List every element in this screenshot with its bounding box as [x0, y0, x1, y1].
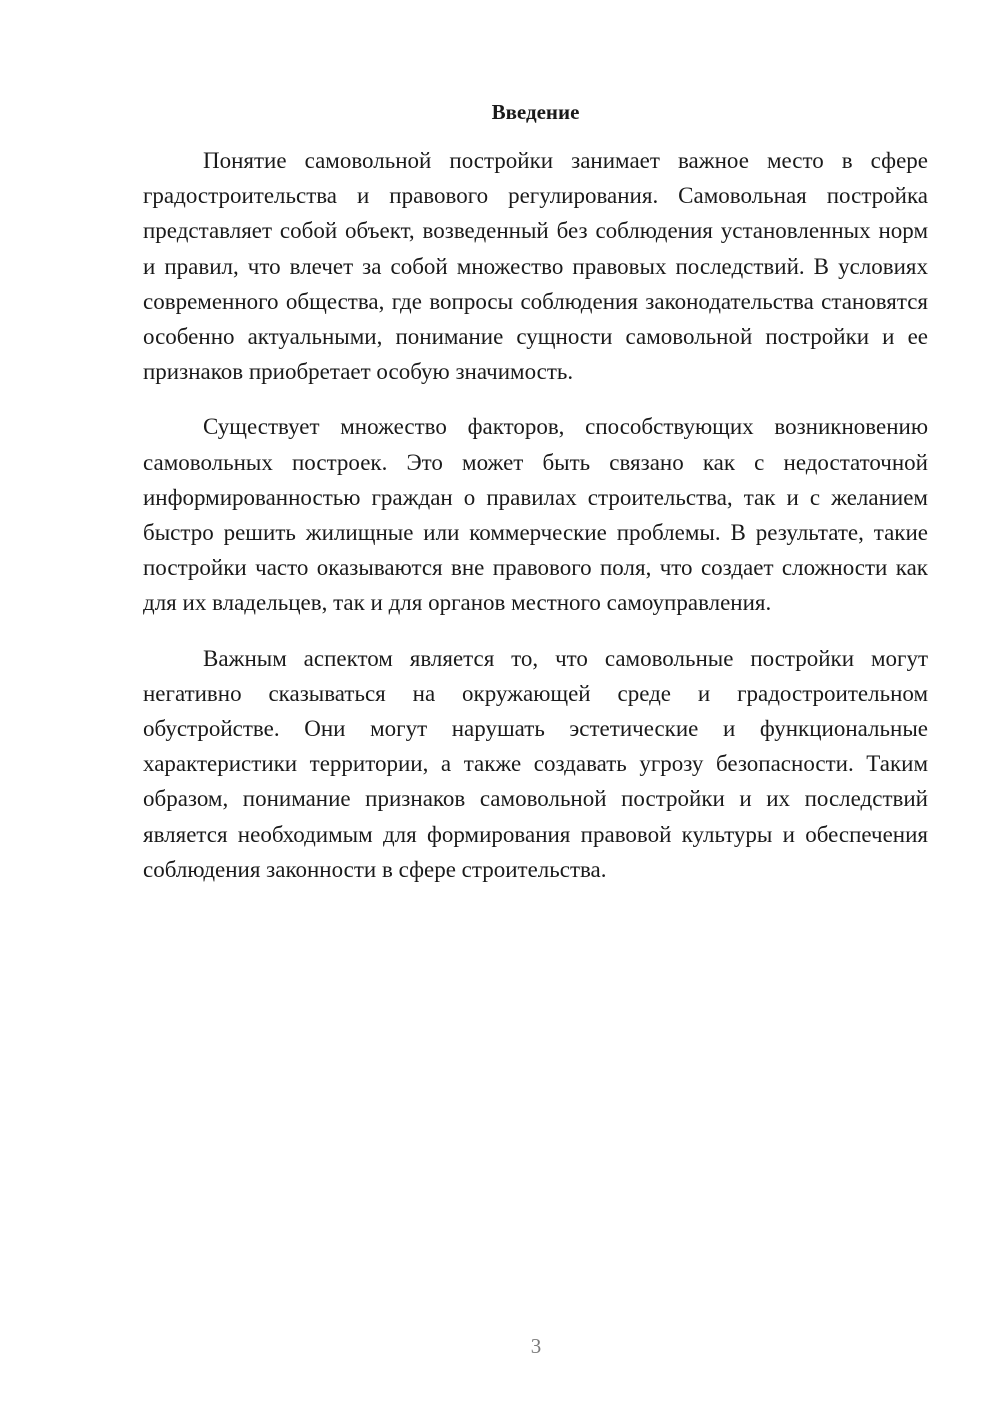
paragraph-3: Важным аспектом является то, что самовольные постройки могут негативно сказываться на окружающей среде и градостроительном обустройстве. Они могут нарушать эстетические и функциональные характеристики территории, а также создавать угрозу безопасности. Таким образом, понимание признаков самовольной постройки и их последствий является необходимым для формирования правовой культуры и обеспечения соблюдения законности в сфере строительства.: [143, 645, 928, 882]
body-text: [143, 143, 928, 907]
section-heading: Введение: [491, 100, 580, 124]
page-number: 3: [530, 1334, 542, 1358]
paragraph-2: Существует множество факторов, способствующих возникновению самовольных построек. Это может быть связано как с недостаточной информированностью граждан о правилах строительства, так и с желанием быстро решить жилищные или коммерческие проблемы. В результате, такие постройки часто оказываются вне правового поля, что создает сложности как для их владельцев, так и для органов местного самоуправления.: [143, 414, 928, 616]
paragraph-1: Понятие самовольной постройки занимает важное место в сфере градостроительства и правового регулирования. Самовольная постройка представляет собой объект, возведенный без соблюдения установленных норм и правил, что влечет за собой множество правовых последствий. В условиях современного общества, где вопросы соблюдения законодательства становятся особенно актуальными, понимание сущности самовольной постройки и ее признаков приобретает особую значимость.: [143, 148, 928, 385]
